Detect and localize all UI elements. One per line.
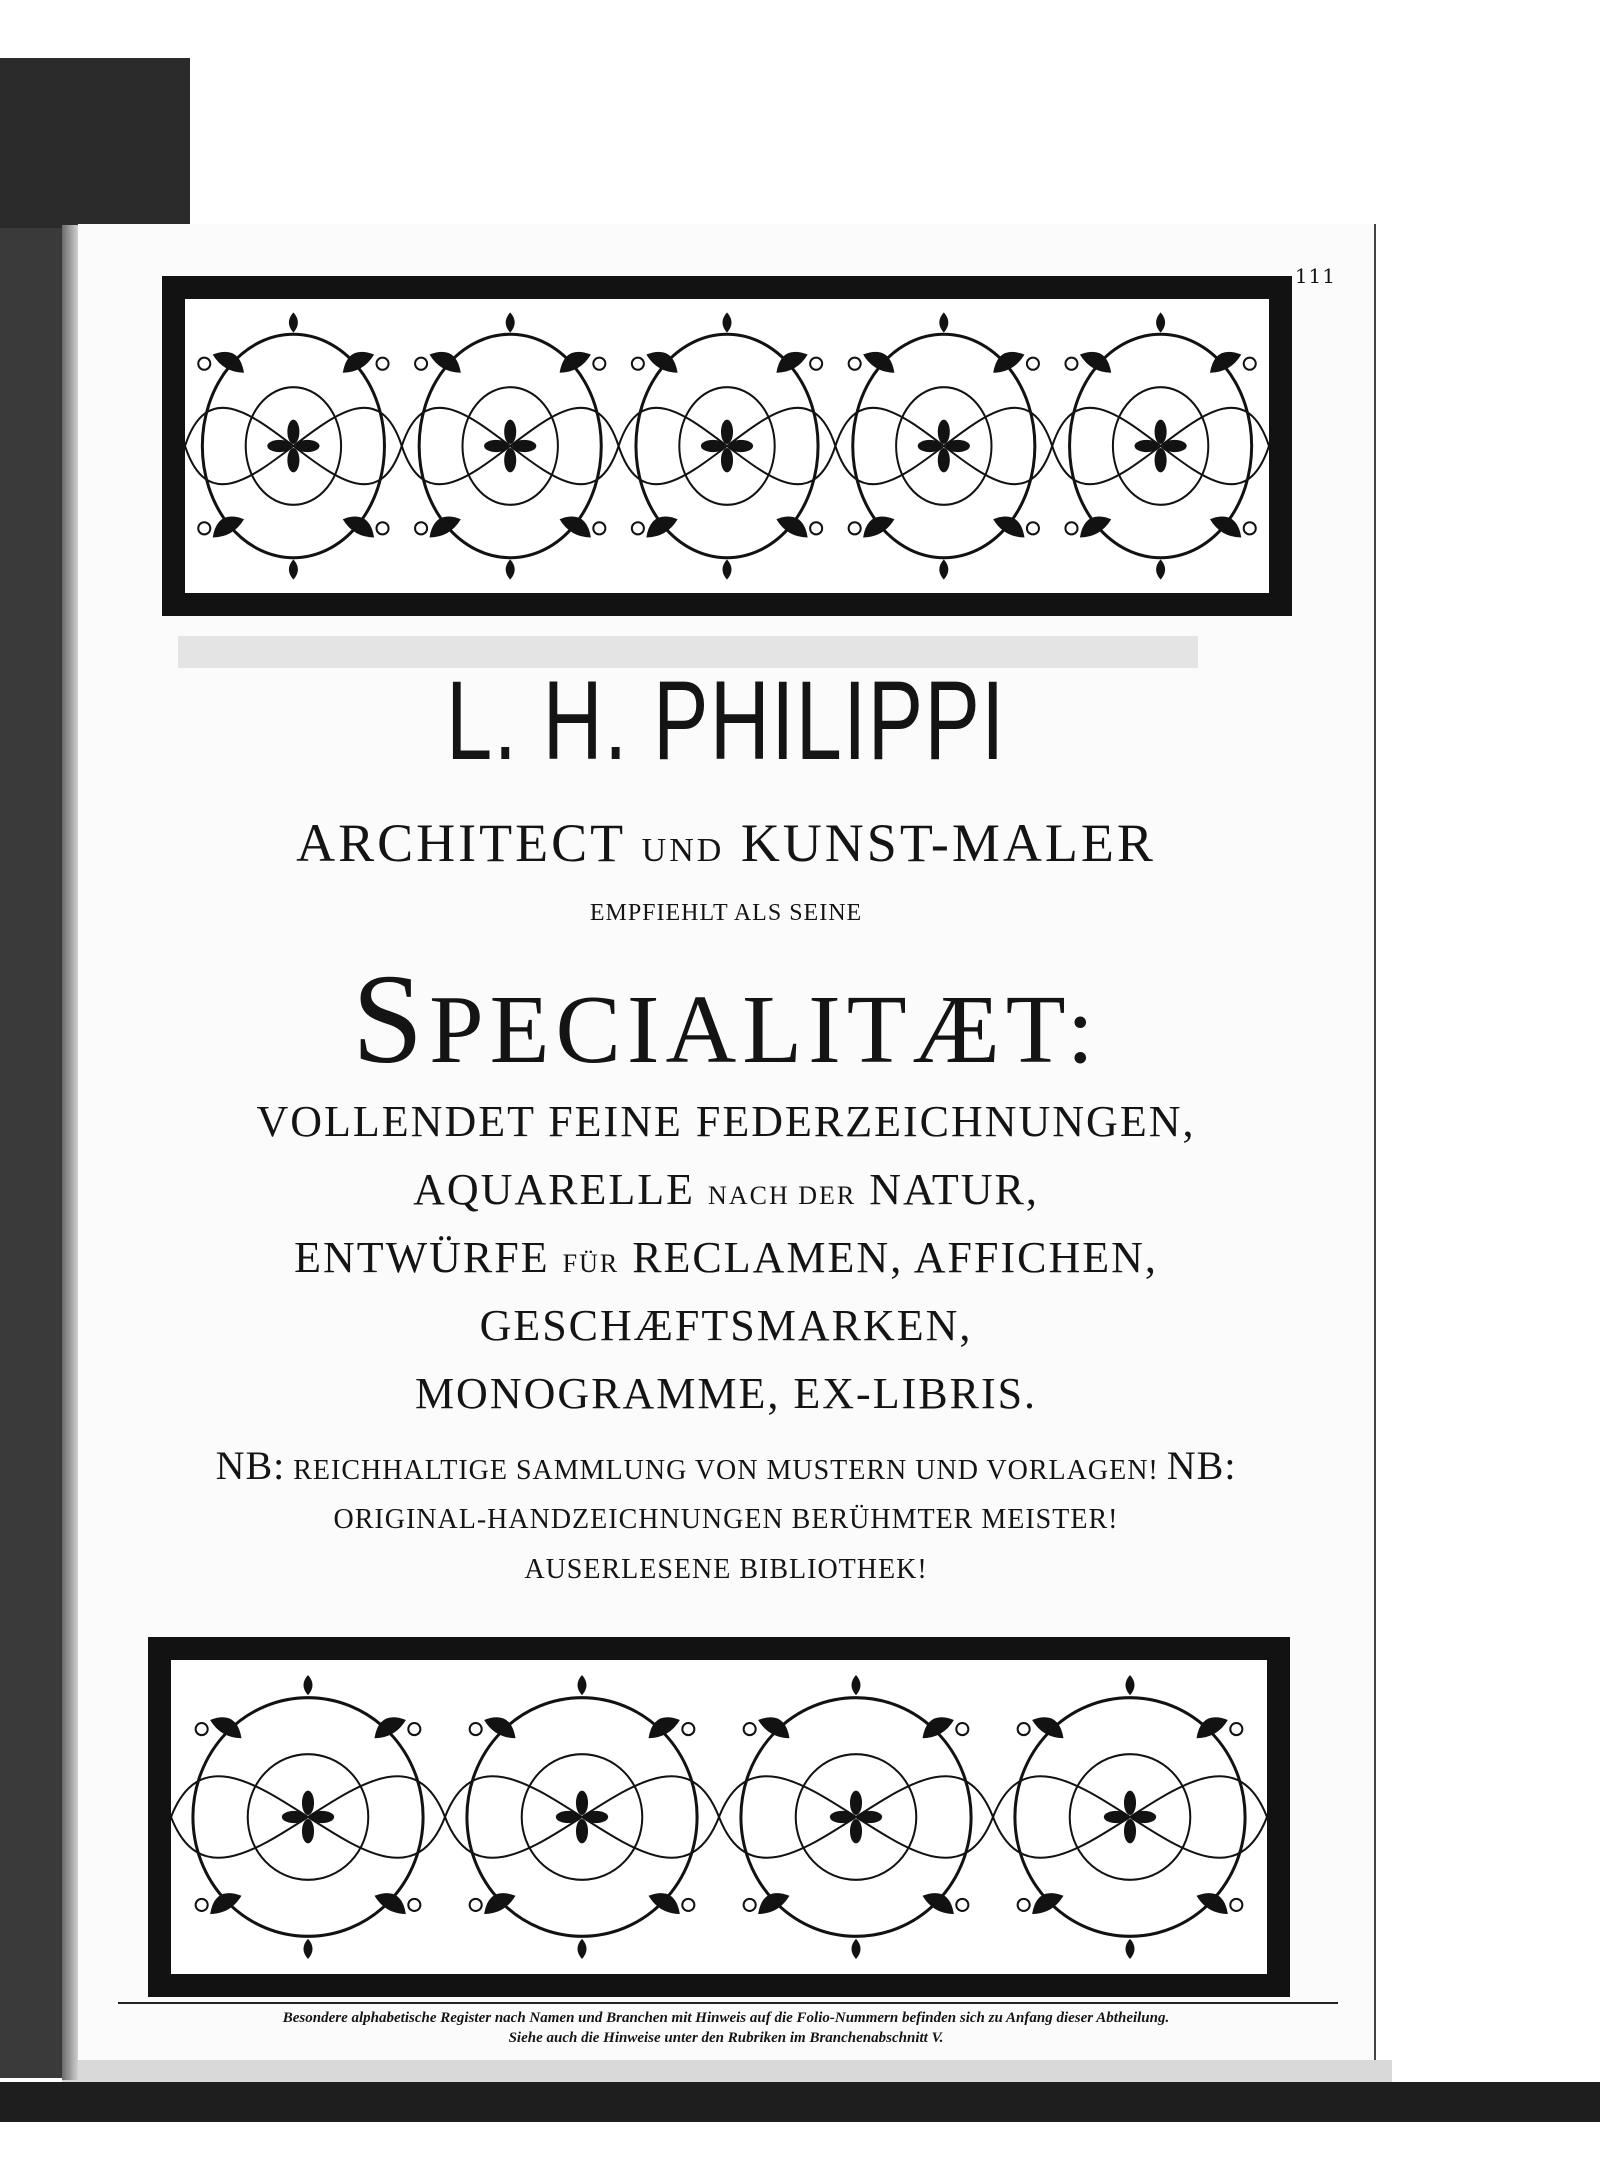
offering-line <box>78 1164 1374 1215</box>
page-number: 111 <box>1294 264 1336 288</box>
scan-shadow-top-left <box>0 58 190 228</box>
offering-line <box>78 1368 1374 1419</box>
recommends-line: EMPFIEHLT ALS SEINE <box>589 900 863 926</box>
offering-text: ENTWÜRFE <box>294 1233 550 1282</box>
profession-line <box>78 812 1374 874</box>
scan-shadow-bottom <box>0 2082 1600 2122</box>
offering-line <box>78 1096 1374 1147</box>
specialty-rest: PECIALITÆT: <box>429 976 1101 1084</box>
footer-rule <box>118 2002 1338 2004</box>
offering-text: GESCHÆFTSMARKEN, <box>479 1301 973 1350</box>
arabesque-ornament-top <box>185 299 1269 593</box>
footnote-register: Besondere alphabetische Register nach Namen und Branchen mit Hinweis auf die Folio-Nummern befinden sich zu Anfang dieser Abtheilung. <box>282 2010 1170 2026</box>
nb-mark-left: NB: <box>215 1443 286 1488</box>
footnote-see-also: Siehe auch die Hinweise unter den Rubriken im Branchenabschnitt V. <box>508 2030 944 2046</box>
document-page <box>78 224 1376 2060</box>
profession-architect: ARCHITECT <box>296 813 626 873</box>
book-binding <box>62 225 78 2080</box>
offering-connector: NACH DER <box>708 1181 857 1210</box>
scan-shadow-left <box>0 228 62 2078</box>
profession-connector: UND <box>641 832 725 869</box>
note-line-drawings: ORIGINAL-HANDZEICHNUNGEN BERÜHMTER MEISTER! <box>333 1504 1119 1535</box>
specialty-initial: S <box>351 948 430 1090</box>
ornament-panel-bottom <box>148 1637 1290 1997</box>
offering-text: RECLAMEN, AFFICHEN, <box>632 1233 1158 1282</box>
ornament-panel-top <box>162 276 1292 616</box>
offering-text: NATUR, <box>869 1165 1039 1214</box>
offering-text: AQUARELLE <box>413 1165 696 1214</box>
note-line-collection <box>78 1442 1374 1489</box>
specialty-heading <box>78 946 1374 1093</box>
offering-line <box>78 1232 1374 1283</box>
offering-connector: FÜR <box>562 1249 620 1278</box>
nb-mark-right: NB: <box>1166 1443 1237 1488</box>
scan-page-edge <box>62 2060 1392 2082</box>
offering-text: MONOGRAMME, EX-LIBRIS. <box>414 1369 1038 1418</box>
note-line-library: AUSERLESENE BIBLIOTHEK! <box>524 1554 928 1585</box>
note-collection: REICHHALTIGE SAMMLUNG VON MUSTERN UND VORLAGEN! <box>293 1455 1159 1486</box>
arabesque-ornament-bottom <box>171 1660 1267 1974</box>
offering-line <box>78 1300 1374 1351</box>
offering-text: VOLLENDET FEINE FEDERZEICHNUNGEN, <box>256 1097 1196 1146</box>
profession-painter: KUNST-MALER <box>740 813 1156 873</box>
advertiser-name: L. H. PHILIPPI <box>446 658 1006 783</box>
